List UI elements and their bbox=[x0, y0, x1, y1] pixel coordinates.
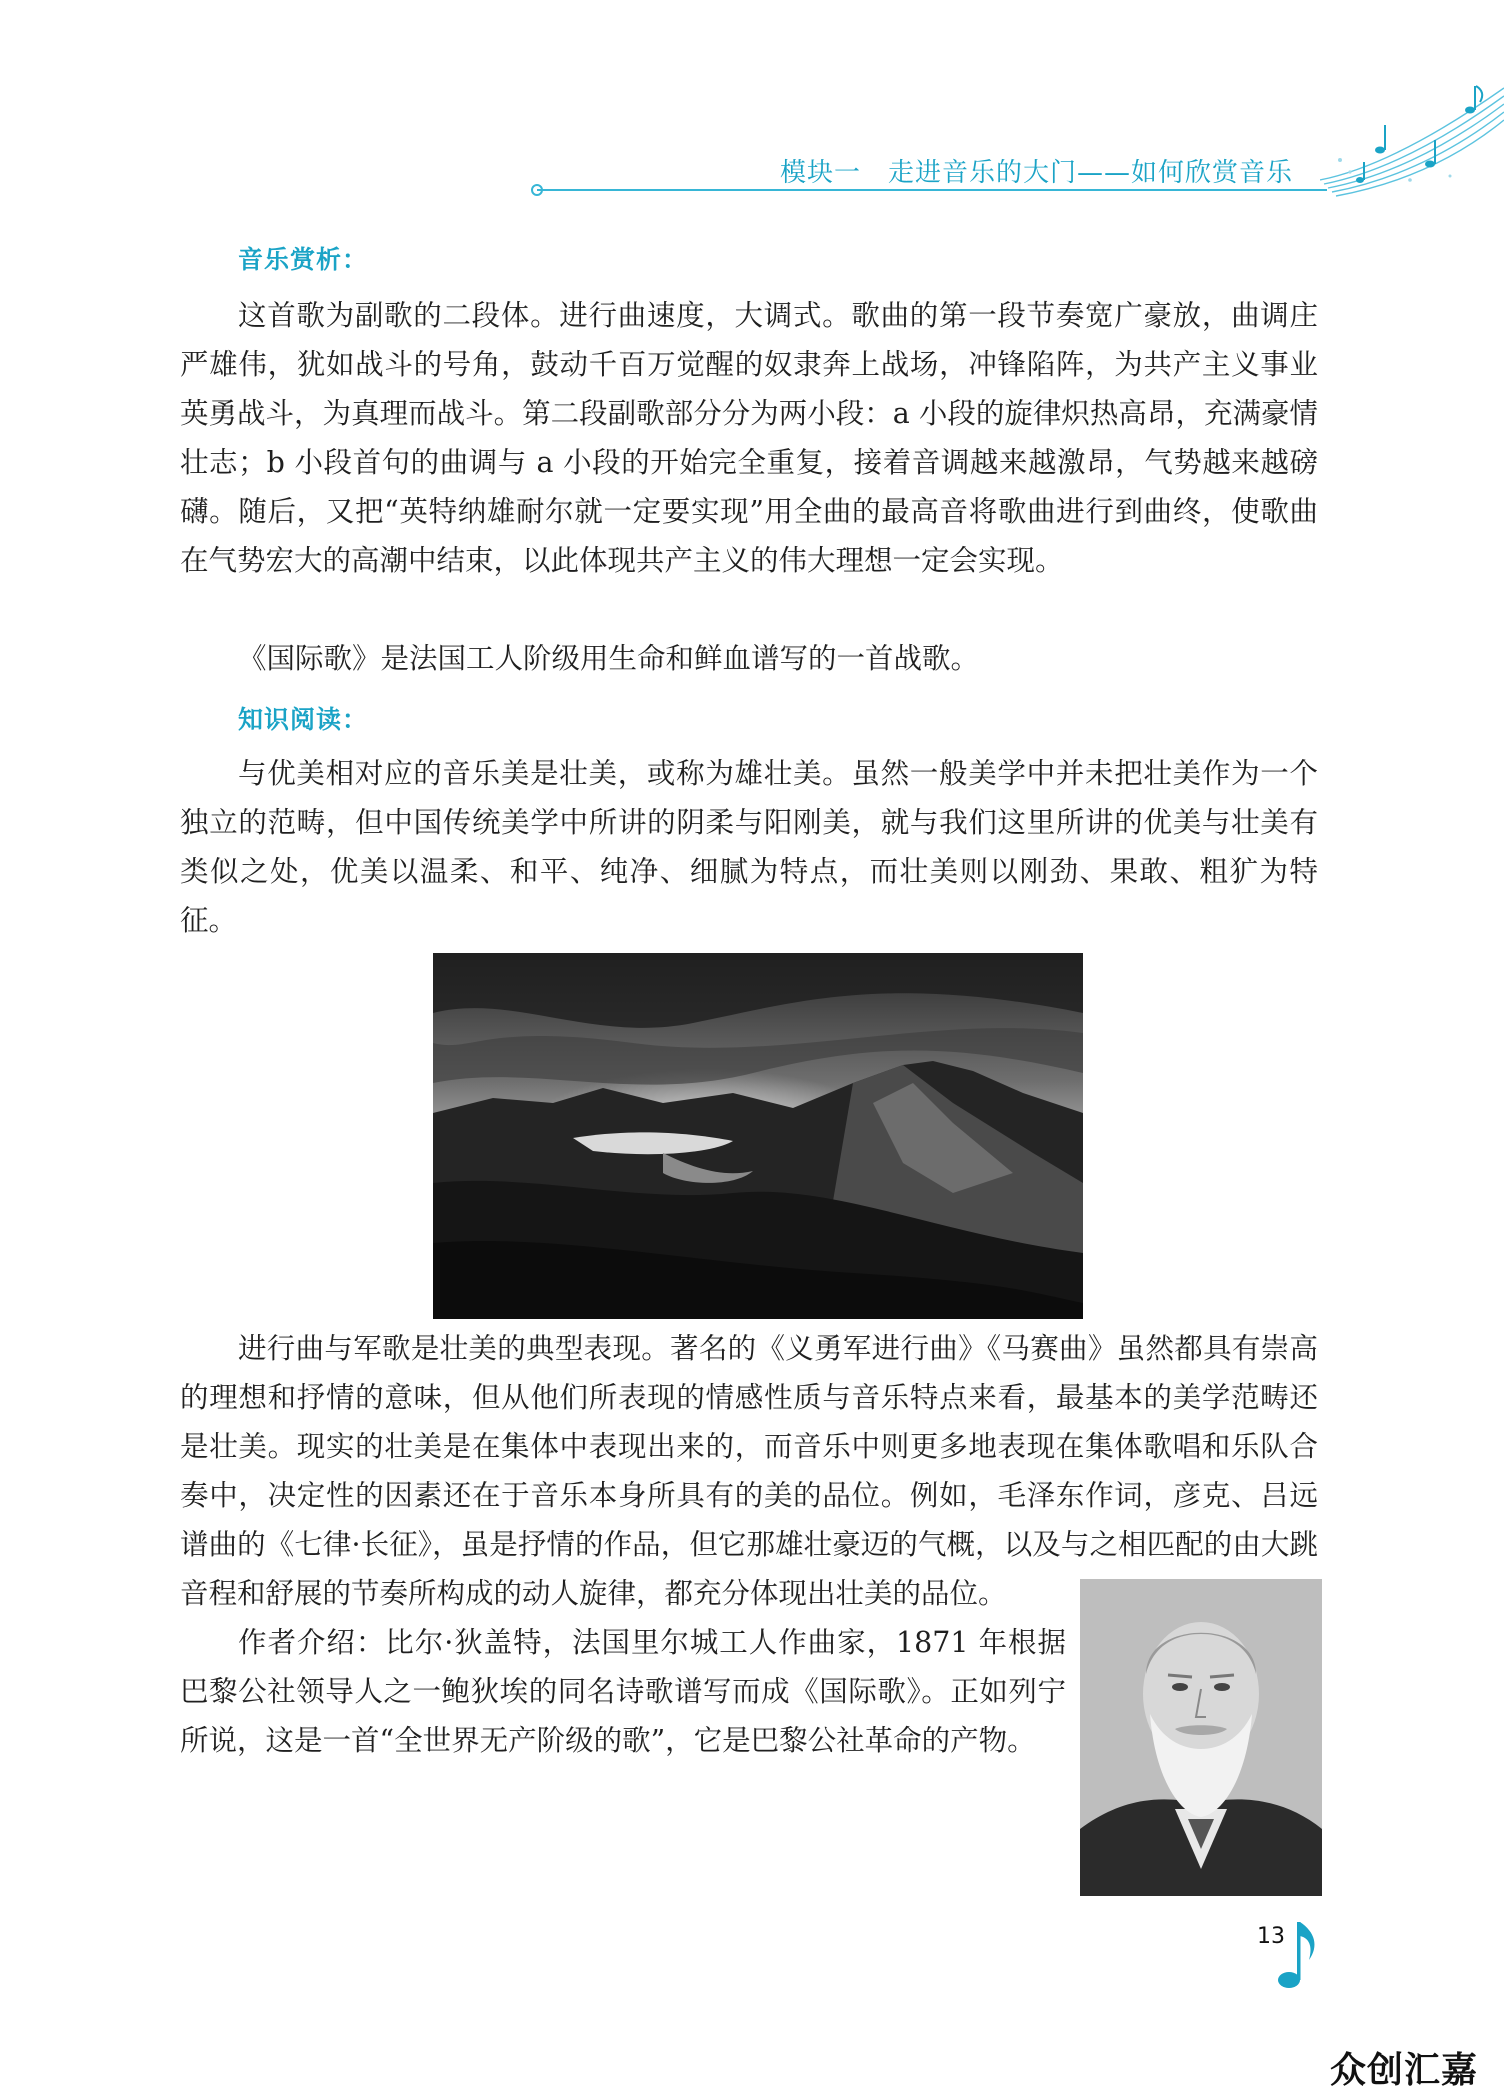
music-staff-decoration-icon bbox=[1320, 80, 1504, 200]
page-number: 13 bbox=[1257, 1924, 1285, 1949]
header-divider bbox=[537, 189, 1327, 191]
mountain-landscape-photo bbox=[433, 953, 1083, 1319]
watermark: 众创汇嘉 bbox=[1330, 2050, 1479, 2091]
music-note-icon bbox=[1275, 1916, 1321, 1992]
reading-paragraph-2: 进行曲与军歌是壮美的典型表现。著名的《义勇军进行曲》《马赛曲》虽然都具有崇高的理想和抒情的意味，但从他们所表现的情感性质与音乐特点来看，最基本的美学范畴还是壮美。现实的壮美是在集体中表现出来的，而音乐中则更多地表现在集体歌唱和乐队合奏中，决定性的因素还在于音乐本身所具有的美的品位。例如，毛泽东作词，彦克、吕远谱曲的《七律·长征》，虽是抒情的作品，但它那雄壮豪迈的气概，以及与之相匹配的由大跳音程和舒展的节奏所构成的动人旋律，都充分体现出壮美的品位。 bbox=[180, 1332, 1318, 1610]
module-header-title: 模块一 走进音乐的大门——如何欣赏音乐 bbox=[780, 158, 1294, 188]
appreciation-heading: 音乐赏析： bbox=[238, 245, 369, 274]
reading-paragraph-1: 与优美相对应的音乐美是壮美，或称为雄壮美。虽然一般美学中并未把壮美作为一个独立的范畴，但中国传统美学中所讲的阴柔与阳刚美，就与我们这里所讲的优美与壮美有类似之处，优美以温柔、和平、纯净、细腻为特点，而壮美则以刚劲、果敢、粗犷为特征。 bbox=[180, 757, 1318, 937]
reading-heading: 知识阅读： bbox=[238, 705, 369, 734]
appreciation-paragraph-1: 这首歌为副歌的二段体。进行曲速度，大调式。歌曲的第一段节奏宽广豪放，曲调庄严雄伟，犹如战斗的号角，鼓动千百万觉醒的奴隶奔上战场，冲锋陷阵，为共产主义事业英勇战斗，为真理而战斗。第二段副歌部分分为两小段：a 小段的旋律炽热高昂，充满豪情壮志；b 小段首句的曲调与 a 小段的开始完全重复，接着音调越来越激昂，气势越来越磅礴。随后，又把“英特纳雄耐尔就一定要实现”用全曲的最高音将歌曲进行到曲终，使歌曲在气势宏大的高潮中结束，以此体现共产主义的伟大理想一定会实现。 bbox=[180, 299, 1318, 577]
appreciation-paragraph-2: 《国际歌》是法国工人阶级用生命和鲜血谱写的一首战歌。 bbox=[238, 642, 980, 675]
composer-portrait bbox=[1080, 1579, 1322, 1896]
author-intro-paragraph: 作者介绍：比尔·狄盖特，法国里尔城工人作曲家，1871 年根据巴黎公社领导人之一鲍狄埃的同名诗歌谱写而成《国际歌》。正如列宁所说，这是一首“全世界无产阶级的歌”，它是巴黎公社革命的产物。 bbox=[180, 1626, 1066, 1757]
